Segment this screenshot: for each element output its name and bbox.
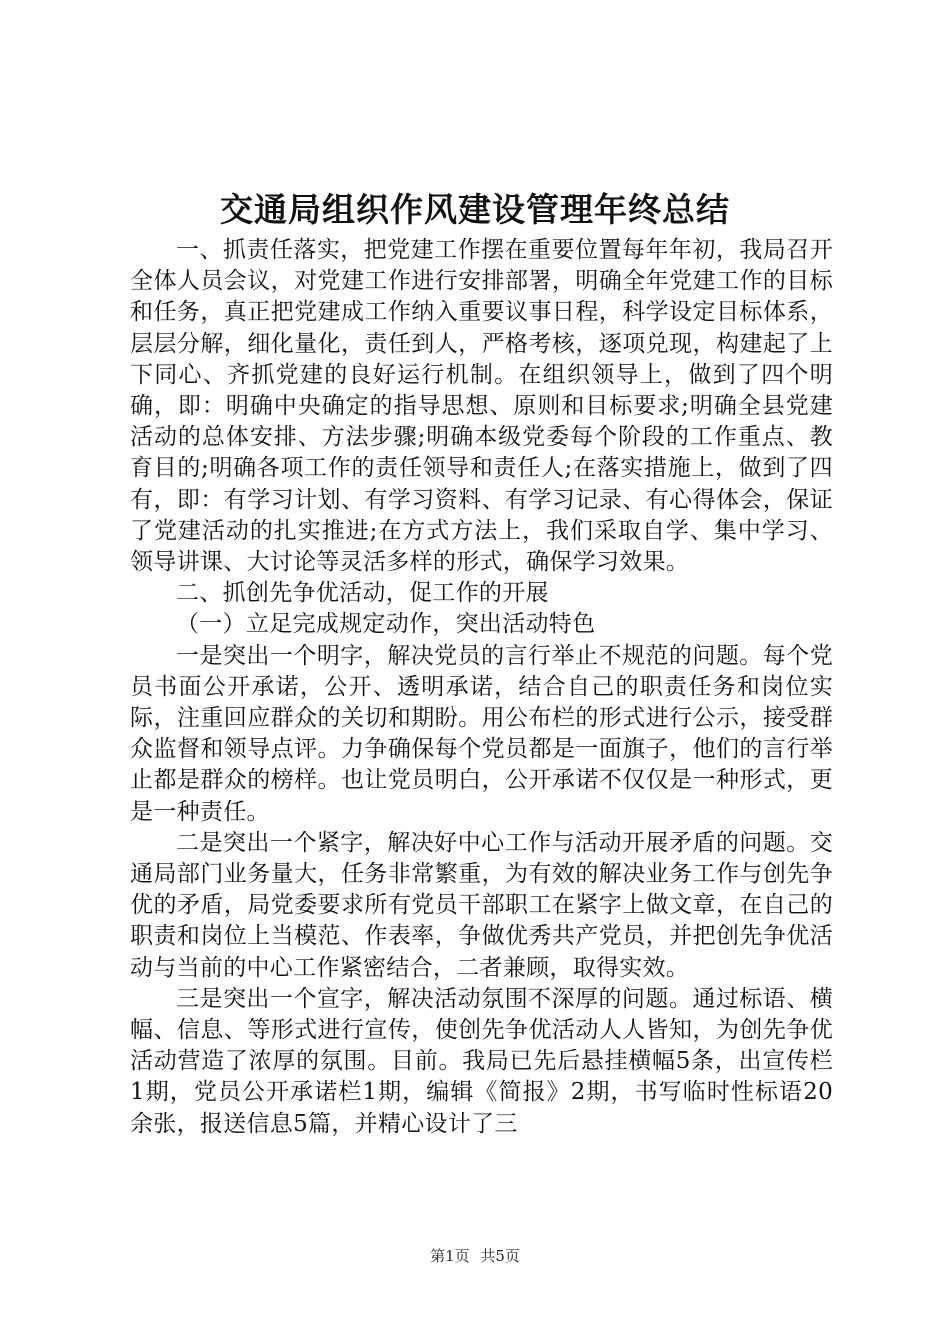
page-number: 第1页 xyxy=(430,1247,470,1265)
paragraph-jin: 二是突出一个紧字，解决好中心工作与活动开展矛盾的问题。交通局部门业务量大，任务非常繁重，为有效的解决业务工作与创先争优的矛盾，局党委要求所有党员干部职工在紧字上做文章，在自己的职责和岗位上当模范、作表率，争做优秀共产党员，并把创先争优活动与当前的中心工作紧密结合，二者兼顾，取得实效。 xyxy=(130,829,833,981)
heading-section-two: 二、抓创先争优活动，促工作的开展 xyxy=(176,580,549,607)
document-body xyxy=(130,235,833,1140)
paragraph-xuan: 三是突出一个宣字，解决活动氛围不深厚的问题。通过标语、横幅、信息、等形式进行宣传，使创先争优活动人人皆知，为创先争优活动营造了浓厚的氛围。目前。我局已先后悬挂横幅5条，出宣传栏1期，党员公开承诺栏1期，编辑《简报》2期，书写临时性标语20余张，报送信息5篇，并精心设计了三 xyxy=(130,985,833,1137)
page-footer xyxy=(0,1246,950,1266)
document-title: 交通局组织作风建设管理年终总结 xyxy=(220,190,730,229)
page-total: 共5页 xyxy=(480,1247,520,1265)
heading-subsection-one: （一）立足完成规定动作，突出活动特色 xyxy=(176,611,596,638)
paragraph-responsibility: 一、抓责任落实，把党建工作摆在重要位置每年年初，我局召开全体人员会议，对党建工作进行安排部署，明确全年党建工作的目标和任务，真正把党建成工作纳入重要议事日程，科学设定目标体系，层层分解，细化量化，责任到人，严格考核，逐项兑现，构建起了上下同心、齐抓党建的良好运行机制。在组织领导上，做到了四个明确，即：明确中央确定的指导思想、原则和目标要求;明确全县党建活动的总体安排、方法步骤;明确本级党委每个阶段的工作重点、教育目的;明确各项工作的责任领导和责任人;在落实措施上，做到了四有，即：有学习计划、有学习资料、有学习记录、有心得体会，保证了党建活动的扎实推进;在方式方法上，我们采取自学、集中学习、领导讲课、大讨论等灵活多样的形式，确保学习效果。 xyxy=(130,237,833,576)
paragraph-ming: 一是突出一个明字，解决党员的言行举止不规范的问题。每个党员书面公开承诺，公开、透明承诺，结合自己的职责任务和岗位实际，注重回应群众的关切和期盼。用公布栏的形式进行公示，接受群众监督和领导点评。力争确保每个党员都是一面旗子，他们的言行举止都是群众的榜样。也让党员明白，公开承诺不仅仅是一种形式，更是一种责任。 xyxy=(130,642,833,825)
